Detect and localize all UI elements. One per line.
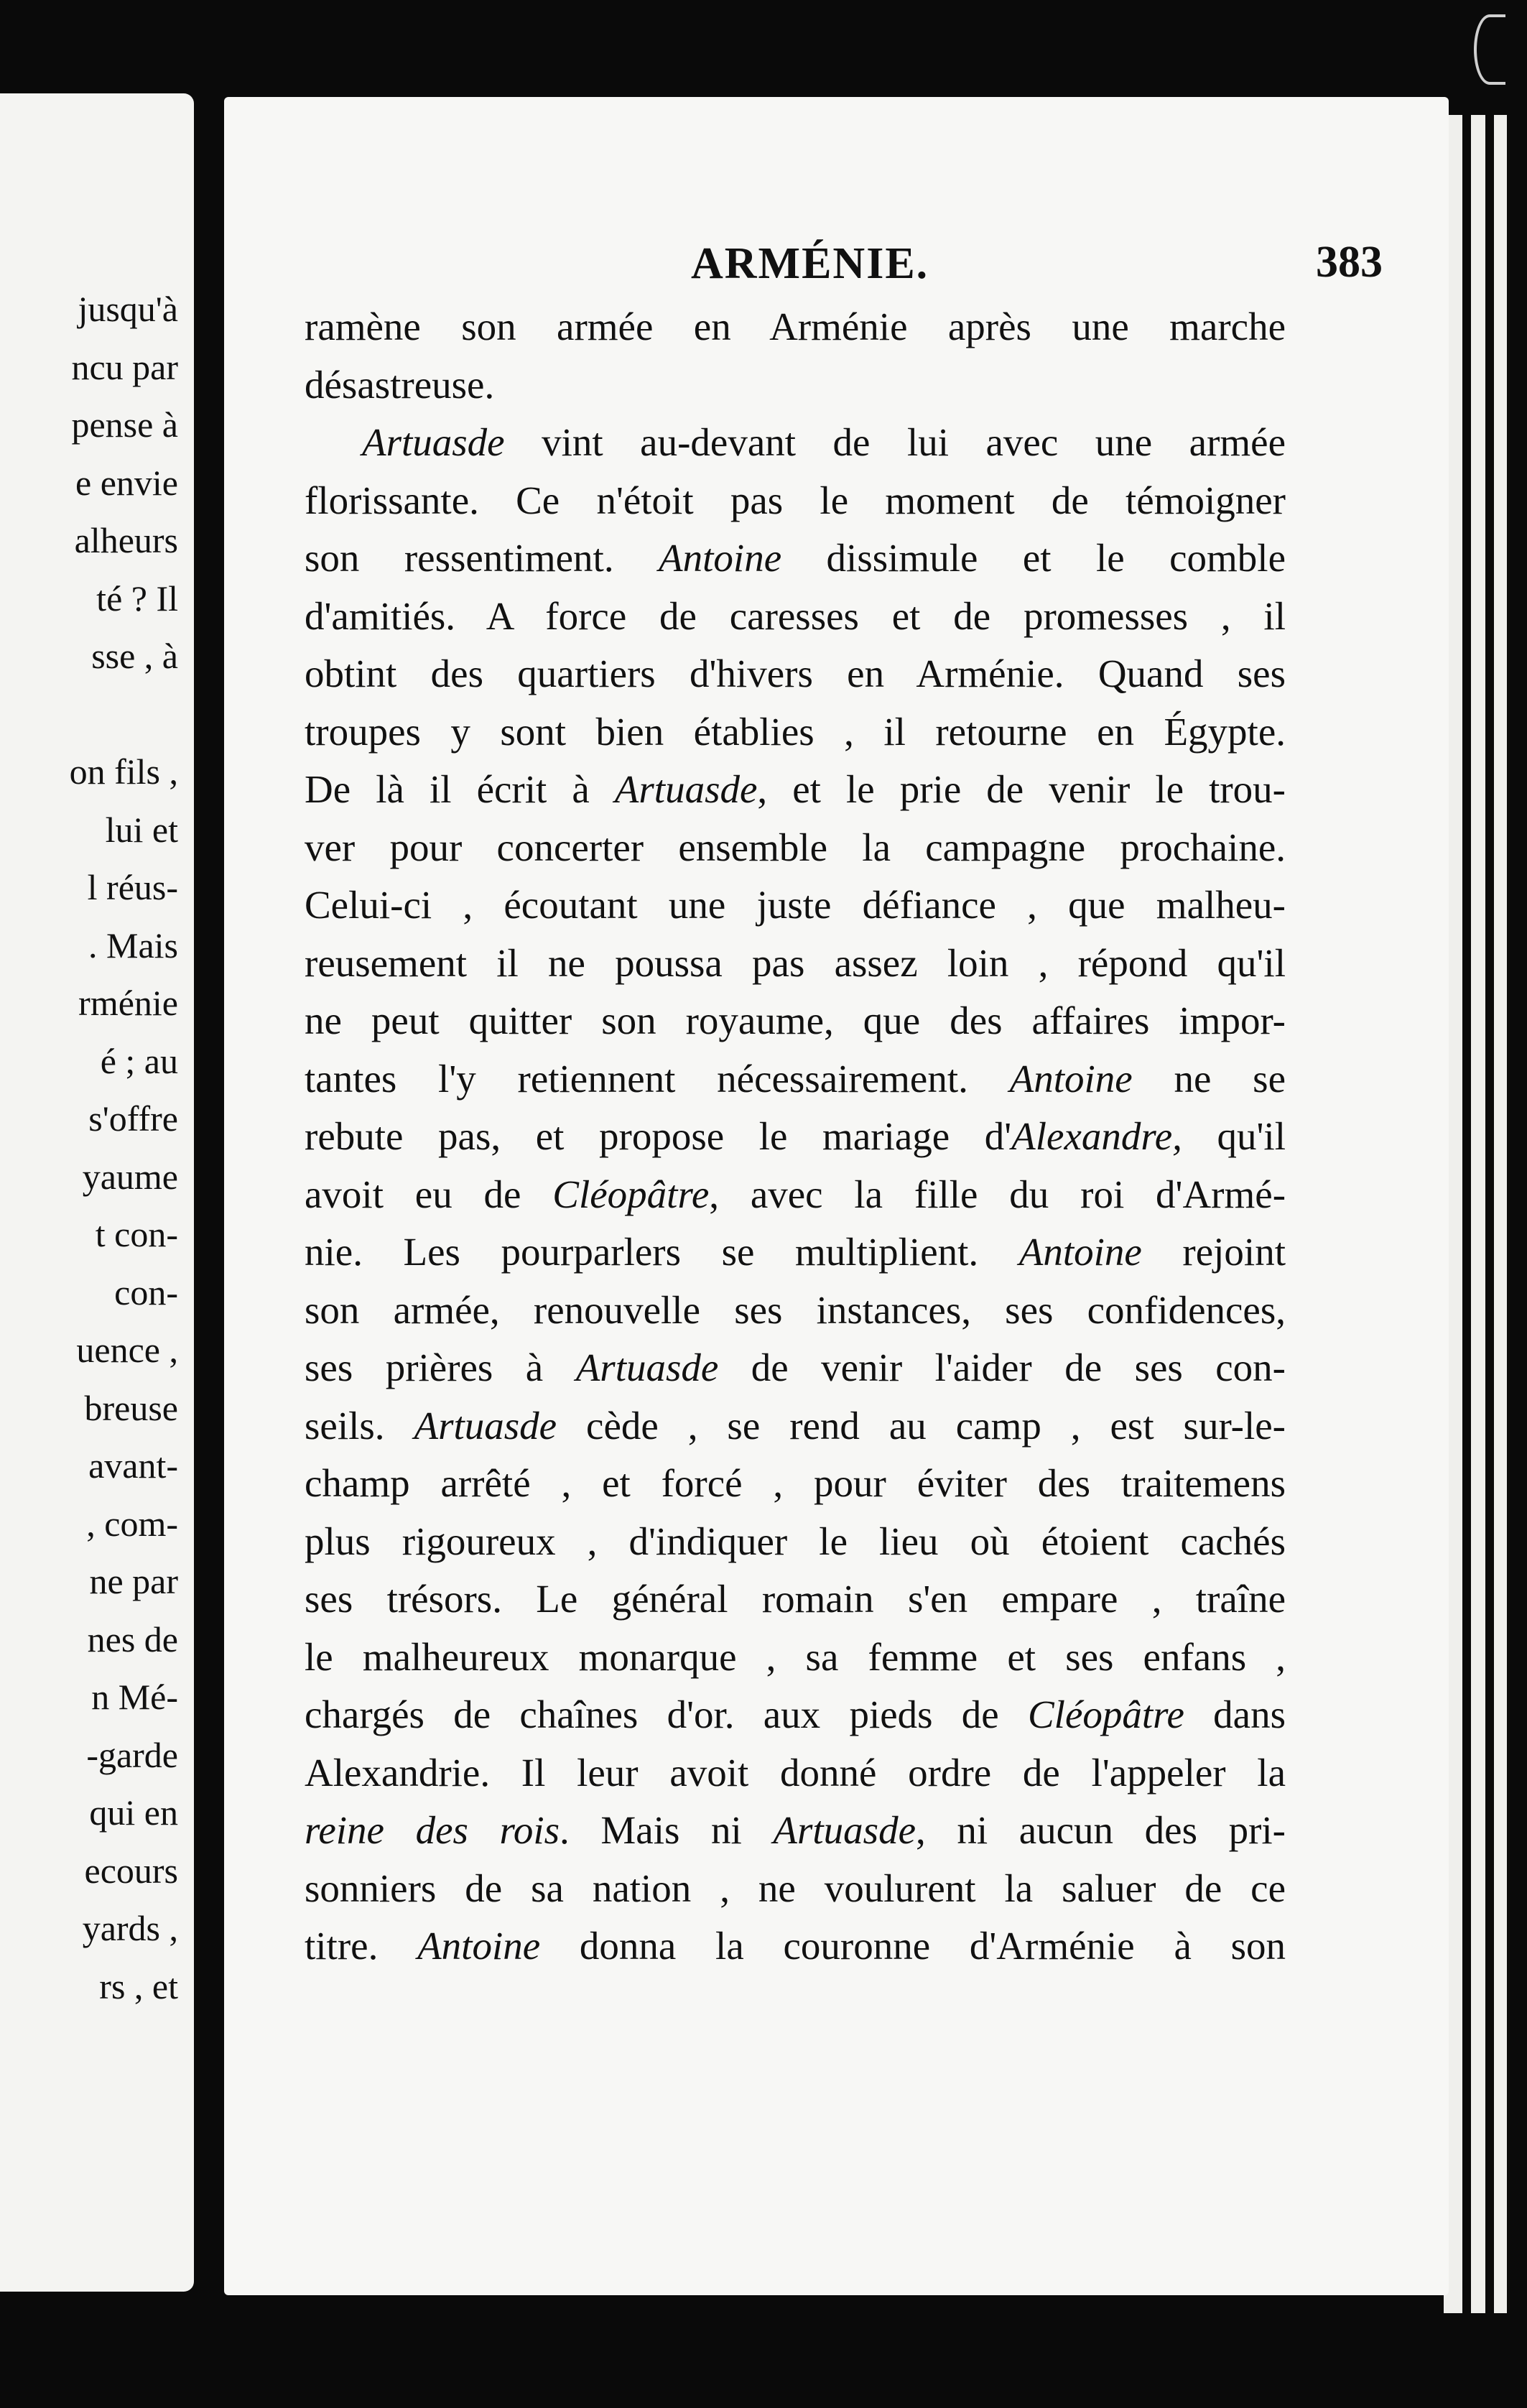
text-segment: ne peut quitter son royaume, que des affaires impor- bbox=[305, 999, 1286, 1042]
facing-page-line: qui en bbox=[89, 1792, 178, 1833]
facing-page-line: nes de bbox=[87, 1619, 178, 1659]
facing-page-line: té ? Il bbox=[96, 578, 178, 619]
text-line bbox=[305, 992, 1286, 1050]
text-line bbox=[305, 876, 1286, 935]
text-line bbox=[305, 414, 1286, 472]
italic-name: Artuasde bbox=[575, 1346, 719, 1389]
facing-page-line: rs , et bbox=[99, 1965, 178, 2006]
facing-page-line: on fils , bbox=[69, 751, 178, 792]
text-line bbox=[305, 1686, 1286, 1744]
italic-name: Antoine bbox=[417, 1924, 541, 1968]
facing-page-line: é ; au bbox=[100, 1040, 178, 1081]
italic-name: reine des rois bbox=[305, 1808, 560, 1852]
text-line bbox=[305, 1166, 1286, 1224]
text-line bbox=[305, 819, 1286, 877]
text-line bbox=[305, 761, 1286, 819]
text-line bbox=[305, 1802, 1286, 1860]
text-segment: désastreuse. bbox=[305, 362, 495, 407]
facing-page-line: con- bbox=[114, 1272, 178, 1312]
corner-smudge bbox=[1474, 14, 1505, 85]
text-segment: florissante. Ce n'étoit pas le moment de témoigner bbox=[305, 478, 1286, 522]
facing-page-line: e envie bbox=[75, 462, 178, 503]
text-segment: , et le prie de venir le trou- bbox=[757, 767, 1286, 811]
facing-page-line: ecours bbox=[84, 1850, 178, 1891]
text-segment: , ni aucun des pri- bbox=[916, 1808, 1286, 1852]
text-segment: ses trésors. Le général romain s'en empare , traîne bbox=[305, 1577, 1286, 1621]
text-segment: obtint des quartiers d'hivers en Arménie. Quand ses bbox=[305, 652, 1286, 695]
facing-page-line: breuse bbox=[84, 1387, 178, 1428]
text-segment: . Mais ni bbox=[560, 1808, 774, 1852]
text-segment: son armée, renouvelle ses instances, ses confidences, bbox=[305, 1287, 1286, 1332]
text-line bbox=[305, 1570, 1286, 1629]
running-head bbox=[224, 230, 1449, 287]
text-line bbox=[305, 1455, 1286, 1513]
text-segment: avoit eu de bbox=[305, 1172, 553, 1216]
text-segment: ne se bbox=[1132, 1056, 1286, 1101]
text-segment: vint au-devant de lui avec une armée bbox=[504, 420, 1286, 464]
text-line bbox=[305, 645, 1286, 703]
page-edges bbox=[1444, 115, 1519, 2313]
italic-name: Cléopâtre bbox=[552, 1172, 710, 1216]
text-line bbox=[305, 356, 1286, 415]
text-segment: tantes l'y retiennent nécessairement. bbox=[305, 1056, 1010, 1101]
facing-page-line: s'offre bbox=[88, 1098, 178, 1139]
text-line bbox=[305, 472, 1286, 530]
facing-page-line: yaume bbox=[82, 1156, 178, 1197]
text-line bbox=[305, 1397, 1286, 1455]
italic-name: Artuasde bbox=[773, 1808, 916, 1852]
text-line bbox=[305, 1513, 1286, 1571]
text-line bbox=[305, 1339, 1286, 1397]
text-segment: seils. bbox=[305, 1403, 414, 1448]
text-line bbox=[305, 1629, 1286, 1687]
text-segment: chargés de chaînes d'or. aux pieds de bbox=[305, 1692, 1028, 1736]
text-segment: dissimule et le comble bbox=[781, 536, 1286, 580]
text-line bbox=[305, 1050, 1286, 1108]
italic-name: Artuasde bbox=[614, 767, 758, 811]
facing-page-line: yards , bbox=[82, 1908, 178, 1948]
text-segment: de venir l'aider de ses con- bbox=[718, 1346, 1286, 1389]
text-line bbox=[305, 529, 1286, 588]
text-segment: titre. bbox=[305, 1924, 418, 1968]
facing-page-line: ne par bbox=[89, 1561, 178, 1601]
italic-name: Cléopâtre bbox=[1027, 1692, 1184, 1736]
facing-page-line: alheurs bbox=[74, 520, 178, 560]
facing-page-line: lui et bbox=[105, 809, 178, 850]
italic-name: Antoine bbox=[1018, 1230, 1142, 1274]
book-page bbox=[224, 97, 1449, 2295]
text-segment: cède , se rend au camp , est sur-le- bbox=[557, 1403, 1286, 1448]
text-segment: plus rigoureux , d'indiquer le lieu où étoient cachés bbox=[305, 1519, 1286, 1563]
text-line bbox=[305, 1282, 1286, 1340]
facing-page-line: -garde bbox=[86, 1734, 178, 1775]
text-line bbox=[305, 1860, 1286, 1918]
facing-page-line: ncu par bbox=[71, 346, 178, 387]
text-segment: Alexandrie. Il leur avoit donné ordre de l'appeler la bbox=[305, 1750, 1286, 1795]
text-line bbox=[305, 1108, 1286, 1166]
text-segment: son ressentiment. bbox=[305, 536, 659, 580]
page-number: 383 bbox=[1316, 238, 1383, 287]
facing-page-line: n Mé- bbox=[91, 1677, 178, 1717]
text-line bbox=[305, 588, 1286, 646]
text-line bbox=[305, 1917, 1286, 1976]
facing-page-line: . Mais bbox=[88, 925, 178, 965]
italic-name: Artuasde bbox=[362, 420, 505, 464]
italic-name: Antoine bbox=[1009, 1056, 1133, 1101]
facing-page-line: pense à bbox=[71, 404, 178, 445]
italic-name: Artuasde bbox=[414, 1403, 557, 1448]
text-segment: qu'il bbox=[1182, 1114, 1286, 1158]
text-line bbox=[305, 298, 1286, 356]
facing-page-line: sse , à bbox=[91, 636, 178, 676]
facing-page-line: , com- bbox=[86, 1503, 178, 1544]
facing-page-line: l réus- bbox=[87, 867, 178, 907]
text-segment: Celui-ci , écoutant une juste défiance , que malheu- bbox=[305, 883, 1286, 927]
text-segment: le malheureux monarque , sa femme et ses enfans , bbox=[305, 1634, 1286, 1679]
text-segment: ver pour concerter ensemble la campagne prochaine. bbox=[305, 825, 1286, 869]
facing-page-line: uence , bbox=[76, 1330, 178, 1370]
text-segment: ses prières à bbox=[305, 1346, 576, 1389]
italic-name: Antoine bbox=[659, 536, 782, 580]
facing-page-line: avant- bbox=[88, 1445, 178, 1486]
text-line bbox=[305, 935, 1286, 993]
chapter-title: ARMÉNIE. bbox=[691, 239, 929, 288]
text-segment: dans bbox=[1184, 1692, 1286, 1736]
facing-page-line: rménie bbox=[78, 983, 178, 1023]
text-segment: De là il écrit à bbox=[305, 767, 615, 811]
text-segment: rebute pas, et propose le mariage d' bbox=[305, 1114, 1012, 1158]
text-segment: sonniers de sa nation , ne voulurent la saluer de ce bbox=[305, 1866, 1286, 1910]
text-segment: reusement il ne poussa pas assez loin , répond qu'il bbox=[305, 940, 1286, 985]
text-segment: ramène son armée en Arménie après une marche bbox=[305, 305, 1286, 348]
text-segment: donna la couronne d'Arménie à son bbox=[540, 1924, 1286, 1968]
body-text bbox=[305, 298, 1286, 1976]
facing-page-line: jusqu'à bbox=[78, 289, 178, 329]
text-segment: champ arrêté , et forcé , pour éviter des traitemens bbox=[305, 1461, 1286, 1505]
text-segment: nie. Les pourparlers se multiplient. bbox=[305, 1230, 1019, 1274]
text-line bbox=[305, 1223, 1286, 1282]
italic-name: Alexandre, bbox=[1011, 1114, 1182, 1158]
facing-page-fragment bbox=[0, 93, 194, 2292]
text-segment: troupes y sont bien établies , il retourne en Égypte. bbox=[305, 709, 1286, 754]
facing-page-line: t con- bbox=[95, 1214, 178, 1254]
text-line bbox=[305, 703, 1286, 761]
text-segment: d'amitiés. A force de caresses et de promesses , il bbox=[305, 593, 1286, 638]
text-line bbox=[305, 1744, 1286, 1802]
text-segment: , avec la fille du roi d'Armé- bbox=[709, 1172, 1286, 1216]
text-segment: rejoint bbox=[1141, 1230, 1286, 1274]
